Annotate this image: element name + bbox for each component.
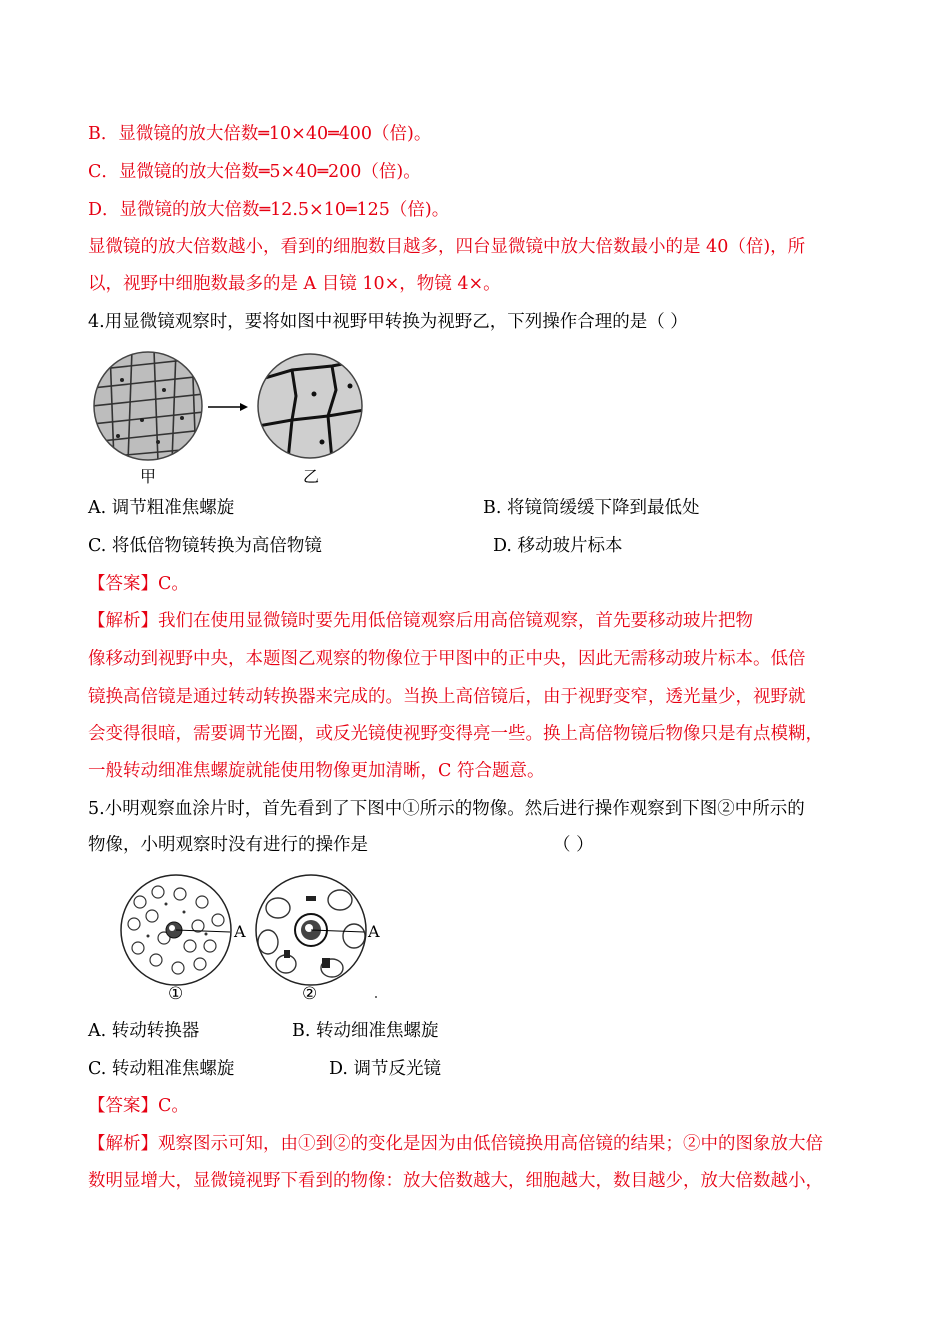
q3-option-d: D．显微镜的放大倍数═12.5×10═125（倍)。	[88, 200, 450, 220]
q5-blank: （ ）	[553, 835, 594, 855]
q5-question-line2: 物像，小明观察时没有进行的操作是	[88, 835, 368, 855]
q5-pointer-a-2: A	[368, 922, 380, 941]
q4-analysis-tag: 【解析】	[88, 611, 158, 631]
q4-option-c: C. 将低倍物镜转换为高倍物镜	[88, 536, 322, 556]
q4-analysis-line2: 像移动到视野中央，本题图乙观察的物像位于甲图中的正中央，因此无需移动玻片标本。低倍	[88, 649, 806, 669]
q4-analysis-line5: 一般转动细准焦螺旋就能使用物像更加清晰，C 符合题意。	[88, 761, 545, 781]
q3-option-c: C．显微镜的放大倍数═5×40═200（倍)。	[88, 162, 421, 182]
q5-pointer-a-1: A	[234, 922, 246, 941]
q4-analysis-line1: 【解析】我们在使用显微镜时要先用低倍镜观察后用高倍镜观察，首先要移动玻片把物	[88, 611, 753, 631]
q4-question: 4.用显微镜观察时，要将如图中视野甲转换为视野乙，下列操作合理的是（ ）	[88, 312, 688, 332]
q5-label-2: ②	[302, 984, 318, 1004]
q5-answer: 【答案】C。	[88, 1096, 189, 1116]
q5-option-b: B. 转动细准焦螺旋	[292, 1021, 439, 1041]
q3-summary-line2: 以，视野中细胞数最多的是 A 目镜 10×，物镜 4×。	[88, 274, 501, 294]
q5-label-1: ①	[168, 984, 184, 1004]
q5-option-a: A. 转动转换器	[88, 1021, 200, 1041]
q4-label-yi: 乙	[303, 467, 320, 486]
q4-figure	[92, 350, 372, 490]
q4-analysis-line3: 镜换高倍镜是通过转动转换器来完成的。当换上高倍镜后，由于视野变窄，透光量少，视野就	[88, 687, 806, 707]
q4-label-jia: 甲	[140, 467, 157, 486]
q5-analysis-line2: 数明显增大，显微镜视野下看到的物像：放大倍数越大，细胞越大，数目越少，放大倍数越小，	[88, 1171, 823, 1191]
q4-answer: 【答案】C。	[88, 574, 189, 594]
q5-analysis-tag: 【解析】	[88, 1134, 158, 1154]
q4-option-d: D. 移动玻片标本	[493, 536, 623, 556]
q5-analysis-line1: 【解析】观察图示可知，由①到②的变化是因为由低倍镜换用高倍镜的结果；②中的图象放大倍	[88, 1134, 823, 1154]
q4-option-a: A. 调节粗准焦螺旋	[88, 498, 235, 518]
q3-summary-line1: 显微镜的放大倍数越小，看到的细胞数目越多，四台显微镜中放大倍数最小的是 40（倍)，所	[88, 237, 806, 257]
q5-question-line1: 5.小明观察血涂片时，首先看到了下图中①所示的物像。然后进行操作观察到下图②中所示的	[88, 799, 805, 819]
q3-option-b: B．显微镜的放大倍数═10×40═400（倍)。	[88, 124, 432, 144]
q4-option-b: B. 将镜筒缓缓下降到最低处	[483, 498, 700, 518]
field-jia-image	[92, 350, 204, 462]
q4-analysis-line4: 会变得很暗，需要调节光圈，或反光镜使视野变得亮一些。换上高倍物镜后物像只是有点模糊，	[88, 724, 823, 744]
q5-figure	[118, 872, 388, 1004]
q5-option-d: D. 调节反光镜	[329, 1059, 442, 1079]
q5-option-c: C. 转动粗准焦螺旋	[88, 1059, 235, 1079]
